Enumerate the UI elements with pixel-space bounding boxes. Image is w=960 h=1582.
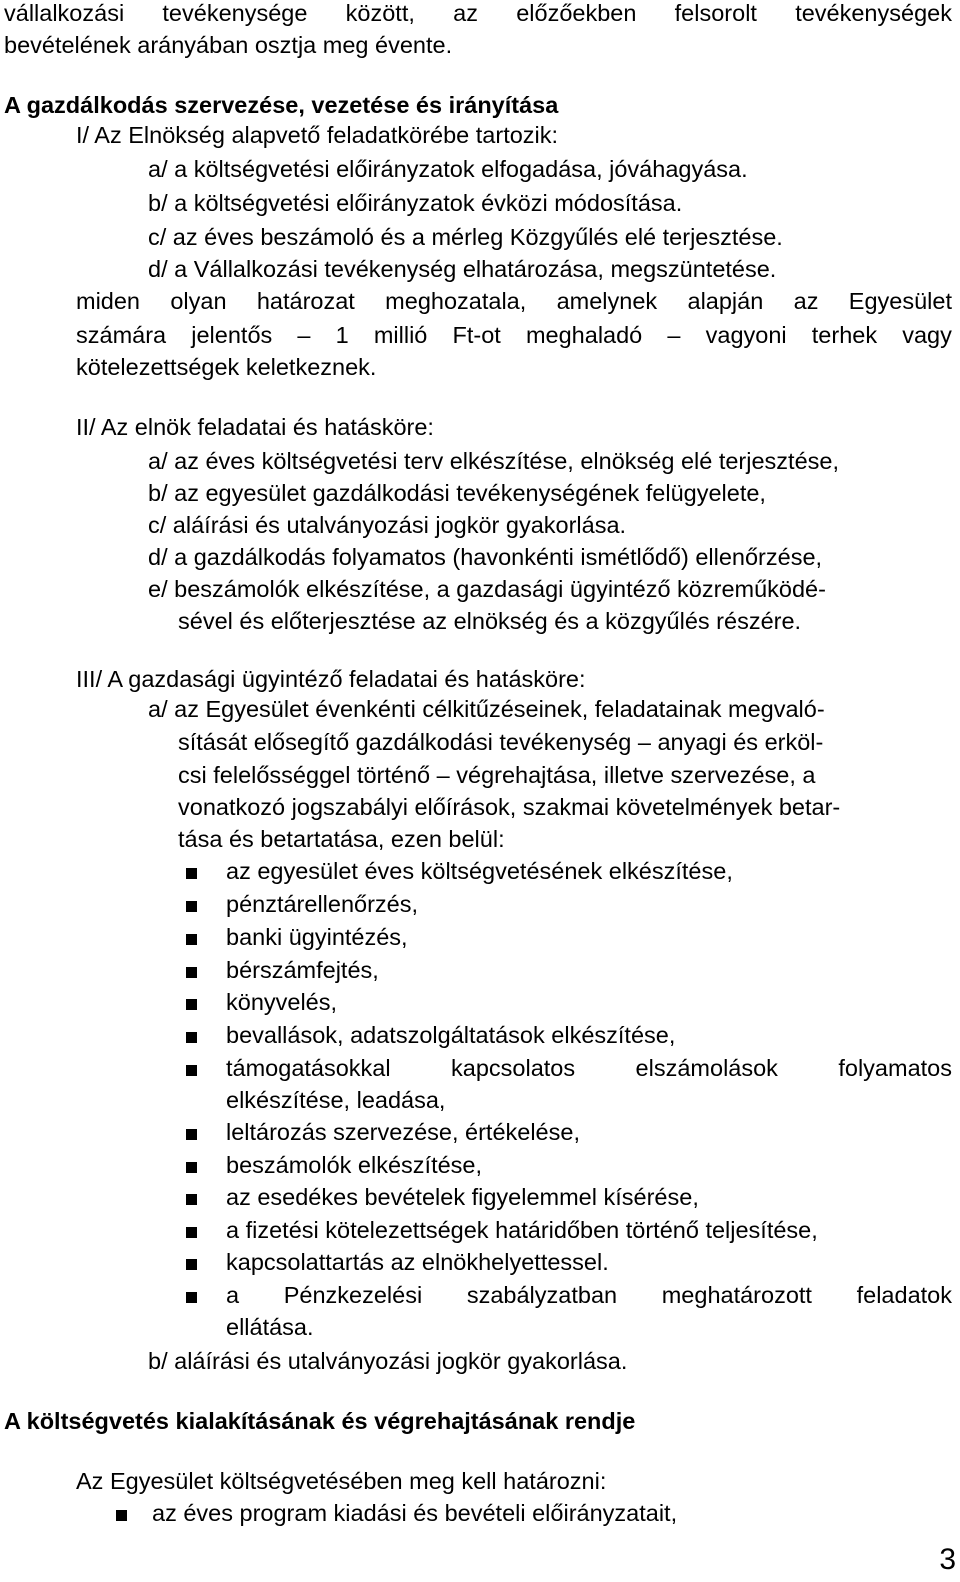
word: –	[297, 322, 311, 348]
bullet-square-icon	[186, 1194, 197, 1205]
bullet-square-icon	[186, 1259, 197, 1270]
elnok-item-b: b/ az egyesület gazdálkodási tevékenységének felügyelete,	[148, 480, 766, 506]
bullet-item: bevallások, adatszolgáltatások elkészítése,	[226, 1022, 676, 1048]
ugyintezo-a-line-1: a/ az Egyesület évenkénti célkitűzéseinek, feladatainak megvaló-	[148, 696, 825, 722]
bullet-item: az éves program kiadási és bevételi előirányzatait,	[152, 1500, 678, 1526]
elnokseg-para-line-1	[76, 286, 952, 316]
word: vállalkozási	[4, 0, 125, 26]
bullet-square-icon	[186, 1162, 197, 1173]
bullet-item: pénztárellenőrzés,	[226, 891, 419, 917]
bullet-item-cont: ellátása.	[226, 1314, 314, 1340]
word: miden	[76, 288, 141, 314]
ugyintezo-item-b: b/ aláírási és utalványozási jogkör gyakorlása.	[148, 1348, 628, 1374]
word: millió	[373, 322, 428, 348]
ugyintezo-title: III/ A gazdasági ügyintéző feladatai és hatásköre:	[76, 666, 586, 692]
bullet-item: az esedékes bevételek figyelemmel kísérése,	[226, 1184, 699, 1210]
bullet-item: támogatásokkal kapcsolatos elszámolások folyamatos	[226, 1055, 952, 1081]
elnokseg-para-line-3: kötelezettségek keletkeznek.	[76, 354, 377, 380]
bullet-item: banki ügyintézés,	[226, 924, 408, 950]
word: meghaladó	[525, 322, 643, 348]
bullet-item: leltározás szervezése, értékelése,	[226, 1119, 580, 1145]
elnokseg-para-line-2	[76, 320, 952, 350]
word: vagyoni	[705, 322, 787, 348]
elnok-item-a: a/ az éves költségvetési terv elkészítése, elnökség elé terjesztése,	[148, 448, 839, 474]
word: között,	[345, 0, 415, 26]
intro-line-2: bevételének arányában osztja meg évente.	[4, 32, 453, 58]
word: határozat	[256, 288, 355, 314]
word: az	[793, 288, 819, 314]
elnok-item-e-cont: sével és előterjesztése az elnökség és a közgyűlés részére.	[178, 608, 802, 634]
bullet-square-icon	[186, 1292, 197, 1303]
bullet-square-icon	[186, 868, 197, 879]
bullet-square-icon	[186, 967, 197, 978]
bullet-item: bérszámfejtés,	[226, 957, 379, 983]
bullet-item: könyvelés,	[226, 989, 338, 1015]
bullet-square-icon	[186, 999, 197, 1010]
bullet-square-icon	[186, 1227, 197, 1238]
ugyintezo-a-line-4: vonatkozó jogszabályi előírások, szakmai követelmények betar-	[178, 794, 841, 820]
elnokseg-item-c: c/ az éves beszámoló és a mérleg Közgyűlés elé terjesztése.	[148, 224, 783, 250]
bullet-square-icon	[186, 1065, 197, 1076]
word: számára	[76, 322, 167, 348]
koltsegvetes-intro: Az Egyesület költségvetésében meg kell határozni:	[76, 1468, 607, 1494]
word: tevékenysége	[162, 0, 308, 26]
word: amelynek	[556, 288, 658, 314]
section-heading-koltsegvetes: A költségvetés kialakításának és végrehajtásának rendje	[4, 1408, 636, 1434]
word: alapján	[687, 288, 764, 314]
bullet-item: kapcsolattartás az elnökhelyettessel.	[226, 1249, 609, 1275]
word: tevékenységek	[795, 0, 952, 26]
elnok-item-d: d/ a gazdálkodás folyamatos (havonkénti ismétlődő) ellenőrzése,	[148, 544, 823, 570]
elnokseg-item-b: b/ a költségvetési előirányzatok évközi módosítása.	[148, 190, 683, 216]
word: jelentős	[191, 322, 273, 348]
word: előzőekben	[516, 0, 637, 26]
page-number: 3	[939, 1543, 956, 1576]
intro-line-1	[4, 0, 952, 28]
ugyintezo-a-line-2: sítását elősegítő gazdálkodási tevékenység – anyagi és erköl-	[178, 729, 824, 755]
bullet-item: az egyesület éves költségvetésének elkészítése,	[226, 858, 733, 884]
word: 1	[335, 322, 349, 348]
section-heading-gazdalkodas: A gazdálkodás szervezése, vezetése és irányítása	[4, 92, 559, 118]
bullet-square-icon	[186, 1032, 197, 1043]
ugyintezo-a-line-3: csi felelősséggel történő – végrehajtása, illetve szervezése, a	[178, 762, 816, 788]
ugyintezo-a-line-5: tása és betartatása, ezen belül:	[178, 826, 505, 852]
word: –	[667, 322, 681, 348]
bullet-square-icon	[186, 934, 197, 945]
word: Egyesület	[848, 288, 952, 314]
word: olyan	[170, 288, 227, 314]
bullet-square-icon	[116, 1510, 127, 1521]
elnokseg-item-a: a/ a költségvetési előirányzatok elfogadása, jóváhagyása.	[148, 156, 748, 182]
bullet-item: a fizetési kötelezettségek határidőben történő teljesítése,	[226, 1217, 818, 1243]
bullet-item: beszámolók elkészítése,	[226, 1152, 483, 1178]
bullet-item-justified	[226, 1280, 952, 1310]
word: terhek	[811, 322, 878, 348]
word: meghozatala,	[385, 288, 527, 314]
bullet-square-icon	[186, 901, 197, 912]
elnok-item-e: e/ beszámolók elkészítése, a gazdasági ügyintéző közreműködé-	[148, 576, 826, 602]
word: az	[453, 0, 478, 26]
word: felsorolt	[674, 0, 757, 26]
bullet-item-justified	[226, 1053, 952, 1083]
elnokseg-title: I/ Az Elnökség alapvető feladatkörébe tartozik:	[76, 122, 559, 148]
elnok-item-c: c/ aláírási és utalványozási jogkör gyakorlása.	[148, 512, 627, 538]
word: vagy	[902, 322, 952, 348]
bullet-square-icon	[186, 1129, 197, 1140]
bullet-item-cont: elkészítése, leadása,	[226, 1087, 446, 1113]
elnokseg-item-d: d/ a Vállalkozási tevékenység elhatározása, megszüntetése.	[148, 256, 777, 282]
word: Ft-ot	[452, 322, 501, 348]
bullet-item: a Pénzkezelési szabályzatban meghatározott feladatok	[226, 1282, 952, 1308]
elnok-title: II/ Az elnök feladatai és hatásköre:	[76, 414, 434, 440]
